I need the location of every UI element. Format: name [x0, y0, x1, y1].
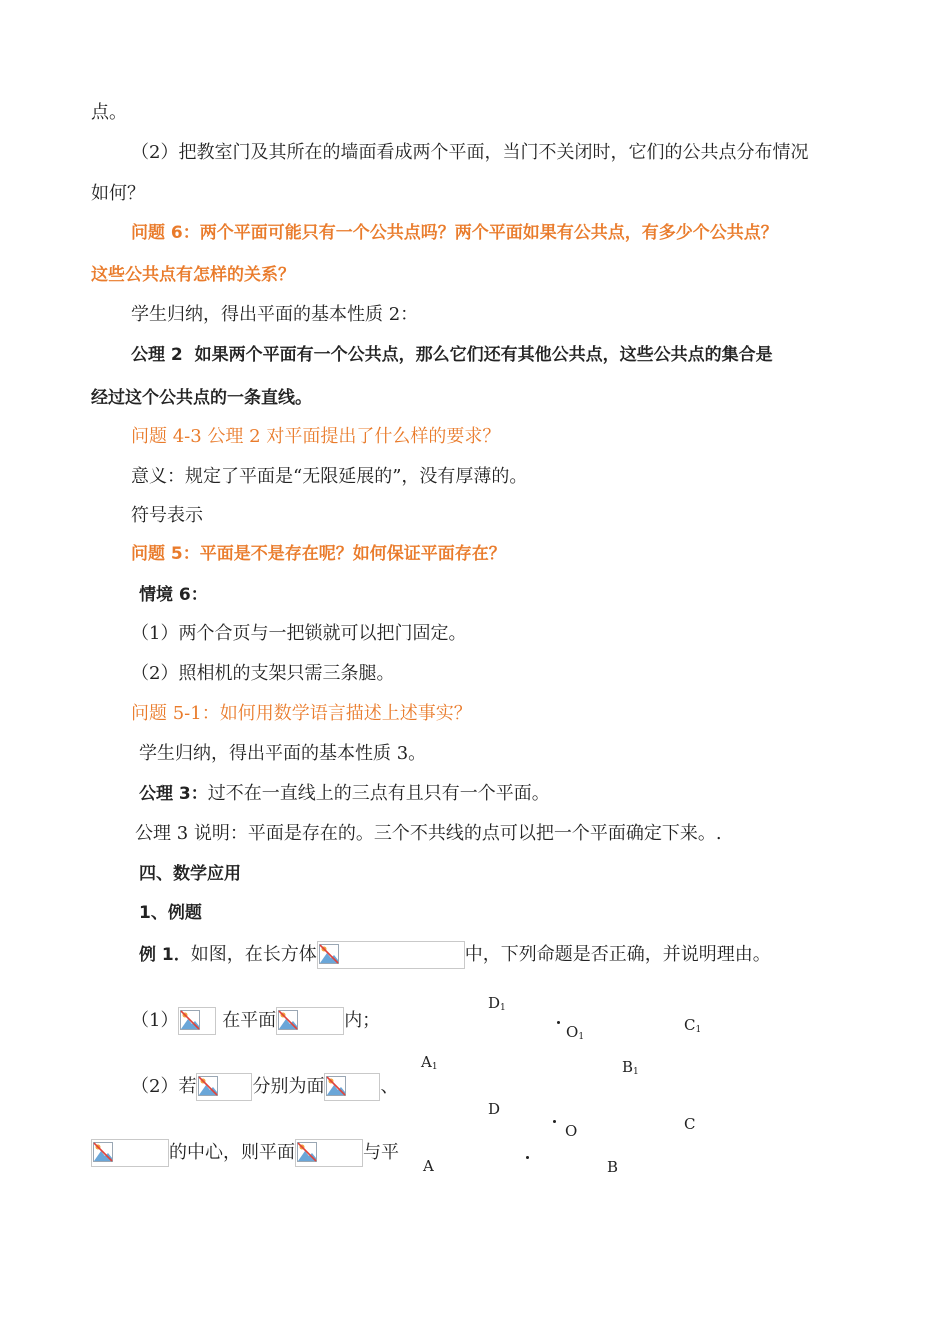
axiom-3 — [139, 782, 550, 806]
text-line: （2）照相机的支架只需三条腿。 — [131, 663, 395, 684]
text-line: 公理 3 说明：平面是存在的。三个不共线的点可以把一个平面确定下来。. — [135, 823, 722, 844]
question-5: 问题 5：平面是不是存在呢？如何保证平面存在？ — [131, 544, 506, 564]
item-2-text: 分别为面 — [252, 1076, 325, 1097]
axiom-3-text: 过不在一直线上的三点有且只有一个平面。 — [207, 783, 550, 804]
item-2 — [131, 1073, 398, 1101]
question-6: 问题 6：两个平面可能只有一个公共点吗？两个平面如果有公共点，有多少个公共点？ — [131, 223, 778, 243]
vertex-label-c: C — [684, 1115, 696, 1133]
axiom-2-label: 公理 2 — [131, 345, 183, 365]
text-line: （1）两个合页与一把锁就可以把门固定。 — [131, 623, 467, 644]
broken-image-icon — [198, 1076, 218, 1096]
text-line: 学生归纳，得出平面的基本性质 3。 — [139, 743, 427, 764]
broken-image-icon — [326, 1076, 346, 1096]
center-point-o — [553, 1120, 556, 1123]
text-line: 符号表示 — [131, 505, 203, 526]
item-1-text: 在平面 — [222, 1010, 277, 1031]
vertex-label-b: B — [607, 1158, 619, 1176]
formula-image — [295, 1139, 363, 1167]
question-5-1: 问题 5-1：如何用数学语言描述上述事实？ — [131, 703, 472, 724]
vertex-label-o: O — [565, 1122, 578, 1140]
text-line: （2）把教室门及其所在的墙面看成两个平面，当门不关闭时，它们的公共点分布情况 — [131, 142, 809, 163]
item-2-cont-end: 与平 — [363, 1142, 399, 1163]
vertex-label-d1: $D_1$ — [488, 994, 506, 1013]
axiom-2-cont: 经过这个公共点的一条直线。 — [91, 388, 312, 408]
figure-point — [526, 1156, 529, 1159]
vertex-label-c1: $C_1$ — [684, 1016, 702, 1035]
center-point-o1 — [557, 1021, 560, 1024]
example-text: 如图，在长方体 — [190, 944, 317, 965]
item-1-end: 内； — [344, 1010, 381, 1031]
example-text-cont: 中，下列命题是否正确，并说明理由。 — [464, 944, 771, 965]
example-1 — [139, 941, 771, 969]
subsection-heading: 1、例题 — [139, 903, 202, 923]
formula-image — [196, 1073, 252, 1101]
vertex-label-o1: $O_1$ — [566, 1023, 585, 1042]
formula-image — [91, 1139, 169, 1167]
item-2-label: （2）若 — [131, 1076, 197, 1097]
axiom-3-label: 公理 3： — [139, 784, 208, 804]
axiom-2 — [131, 343, 773, 367]
scenario-6: 情境 6： — [139, 585, 208, 605]
example-label: 例 1． — [139, 945, 191, 965]
item-1-label: （1） — [131, 1010, 179, 1031]
formula-image — [324, 1073, 380, 1101]
broken-image-icon — [180, 1010, 200, 1030]
broken-image-icon — [278, 1010, 298, 1030]
text-line: 学生归纳，得出平面的基本性质 2： — [131, 304, 419, 325]
item-2-cont — [91, 1139, 399, 1167]
item-2-sep: 、 — [380, 1076, 399, 1097]
item-1 — [131, 1007, 380, 1035]
broken-image-icon — [319, 944, 339, 964]
item-2-cont-text: 的中心，则平面 — [169, 1142, 295, 1163]
formula-image — [317, 941, 465, 969]
vertex-label-b1: $B_1$ — [622, 1058, 639, 1077]
vertex-label-a1: $A_1$ — [421, 1053, 438, 1072]
section-heading: 四、数学应用 — [139, 864, 241, 884]
text-line: 点。 — [91, 102, 127, 123]
question-4-3: 问题 4-3 公理 2 对平面提出了什么样的要求？ — [131, 426, 501, 447]
question-6-cont: 这些公共点有怎样的关系？ — [91, 265, 295, 285]
axiom-2-text: 如果两个平面有一个公共点，那么它们还有其他公共点，这些公共点的集合是 — [194, 345, 773, 365]
broken-image-icon — [93, 1142, 113, 1162]
vertex-label-d: D — [488, 1100, 501, 1118]
formula-image — [178, 1007, 216, 1035]
text-line: 意义：规定了平面是“无限延展的”，没有厚薄的。 — [131, 466, 528, 487]
formula-image — [276, 1007, 344, 1035]
broken-image-icon — [297, 1142, 317, 1162]
vertex-label-a: A — [423, 1157, 434, 1175]
text-line: 如何？ — [91, 183, 145, 204]
